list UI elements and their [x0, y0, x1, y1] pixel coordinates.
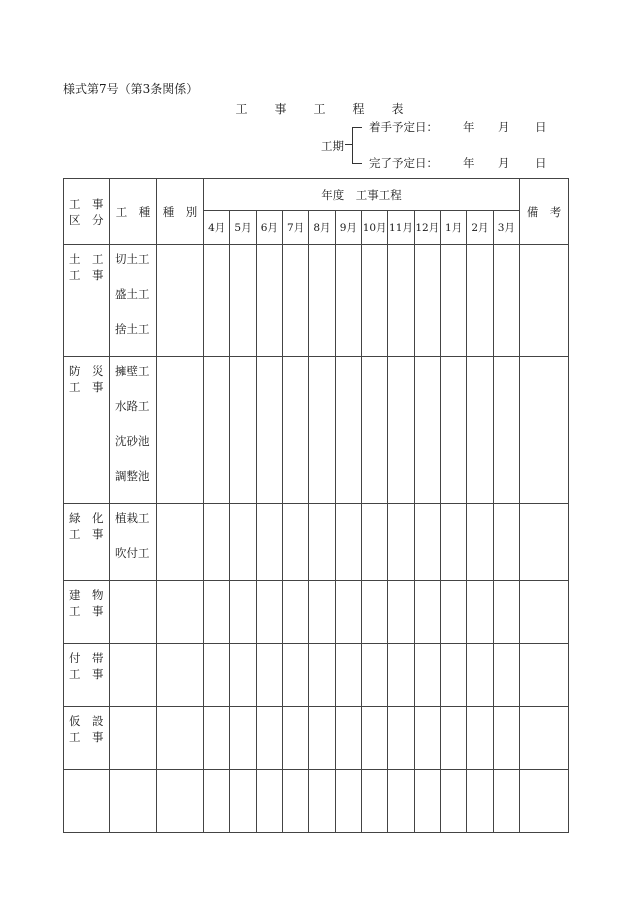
month-cell: [414, 581, 440, 644]
month-cell: [493, 504, 519, 581]
month-cell: [309, 504, 335, 581]
remarks-cell: [520, 644, 569, 707]
month-cell: [414, 504, 440, 581]
month-cell: [467, 357, 493, 504]
remarks-cell: [520, 504, 569, 581]
month-cell: [204, 357, 230, 504]
month-cell: [440, 644, 466, 707]
end-year-unit: 年: [463, 156, 475, 170]
month-cell: [493, 581, 519, 644]
month-cell: [467, 504, 493, 581]
table-row: [64, 357, 569, 504]
end-month-unit: 月: [498, 156, 510, 170]
header-schedule: 年度 工事工程: [204, 179, 520, 211]
work-types: [110, 707, 157, 770]
month-cell: [388, 504, 414, 581]
month-cell: [282, 707, 308, 770]
month-cell: [230, 770, 256, 833]
month-header: 2月: [467, 211, 493, 245]
month-cell: [440, 770, 466, 833]
month-header: 4月: [204, 211, 230, 245]
work-types: [110, 504, 157, 581]
work-types: [110, 357, 157, 504]
end-date-label: 完了予定日：: [369, 156, 438, 170]
kind-cell: [157, 357, 204, 504]
month-header: 8月: [309, 211, 335, 245]
work-type-item: 吹付工: [115, 546, 150, 560]
table-row: [64, 504, 569, 581]
start-day-unit: 日: [535, 120, 547, 134]
schedule-table: [63, 178, 569, 833]
kind-cell: [157, 770, 204, 833]
table-row: [64, 581, 569, 644]
month-cell: [440, 504, 466, 581]
month-cell: [309, 581, 335, 644]
month-cell: [361, 581, 387, 644]
month-cell: [414, 357, 440, 504]
work-type-item: 盛土工: [115, 287, 150, 301]
work-type-item: 切土工: [115, 252, 150, 266]
kind-cell: [157, 245, 204, 357]
start-year-unit: 年: [463, 120, 475, 134]
month-cell: [309, 245, 335, 357]
table-row: [64, 245, 569, 357]
remarks-cell: [520, 770, 569, 833]
month-header: 9月: [335, 211, 361, 245]
month-cell: [335, 581, 361, 644]
month-header: 11月: [388, 211, 414, 245]
work-category: [64, 770, 110, 833]
work-types: [110, 245, 157, 357]
month-cell: [361, 245, 387, 357]
month-header: 10月: [361, 211, 387, 245]
month-cell: [204, 504, 230, 581]
month-cell: [256, 770, 282, 833]
work-type-item: 植栽工: [115, 511, 150, 525]
work-category: 土 工 工 事: [64, 245, 110, 357]
month-cell: [467, 770, 493, 833]
start-month-unit: 月: [498, 120, 510, 134]
month-cell: [282, 245, 308, 357]
month-cell: [440, 707, 466, 770]
header-category: 工 事 区 分: [64, 179, 110, 245]
month-header: 12月: [414, 211, 440, 245]
kind-cell: [157, 504, 204, 581]
work-category: 防 災 工 事: [64, 357, 110, 504]
month-cell: [309, 357, 335, 504]
month-cell: [309, 770, 335, 833]
month-header: 7月: [282, 211, 308, 245]
remarks-cell: [520, 707, 569, 770]
month-cell: [414, 770, 440, 833]
month-cell: [361, 707, 387, 770]
month-cell: [493, 707, 519, 770]
work-category: 緑 化 工 事: [64, 504, 110, 581]
month-cell: [256, 357, 282, 504]
month-cell: [361, 357, 387, 504]
month-cell: [440, 357, 466, 504]
work-type-item: 調整池: [115, 469, 150, 483]
kind-cell: [157, 707, 204, 770]
header-work-type: 工 種: [110, 179, 157, 245]
remarks-cell: [520, 245, 569, 357]
end-day-unit: 日: [535, 156, 547, 170]
month-cell: [493, 644, 519, 707]
month-cell: [335, 770, 361, 833]
month-cell: [440, 245, 466, 357]
month-header: 5月: [230, 211, 256, 245]
month-cell: [388, 770, 414, 833]
month-cell: [230, 357, 256, 504]
month-cell: [388, 581, 414, 644]
month-cell: [467, 581, 493, 644]
month-header: 6月: [256, 211, 282, 245]
construction-period-label: 工期: [321, 139, 344, 153]
month-cell: [230, 504, 256, 581]
month-cell: [335, 504, 361, 581]
month-cell: [467, 707, 493, 770]
work-category: 建 物 工 事: [64, 581, 110, 644]
month-cell: [388, 707, 414, 770]
month-cell: [256, 644, 282, 707]
month-cell: [204, 245, 230, 357]
month-cell: [388, 644, 414, 707]
month-cell: [414, 644, 440, 707]
month-header: 3月: [493, 211, 519, 245]
month-cell: [204, 581, 230, 644]
month-cell: [230, 644, 256, 707]
month-cell: [335, 357, 361, 504]
month-cell: [204, 644, 230, 707]
month-cell: [230, 245, 256, 357]
work-category: 仮 設 工 事: [64, 707, 110, 770]
month-cell: [493, 357, 519, 504]
month-cell: [493, 770, 519, 833]
remarks-cell: [520, 357, 569, 504]
page-title: 工 事 工 程 表: [235, 102, 405, 116]
work-type-item: 水路工: [115, 399, 150, 413]
month-cell: [335, 644, 361, 707]
month-cell: [204, 770, 230, 833]
month-cell: [256, 581, 282, 644]
month-cell: [493, 245, 519, 357]
month-header: 1月: [440, 211, 466, 245]
month-cell: [282, 581, 308, 644]
month-cell: [414, 707, 440, 770]
work-type-item: 沈砂池: [115, 434, 150, 448]
kind-cell: [157, 644, 204, 707]
month-cell: [335, 707, 361, 770]
start-date-label: 着手予定日：: [369, 120, 438, 134]
month-cell: [467, 245, 493, 357]
work-type-item: 捨土工: [115, 322, 150, 336]
month-cell: [361, 770, 387, 833]
work-types: [110, 581, 157, 644]
month-cell: [388, 357, 414, 504]
table-row: [64, 770, 569, 833]
month-cell: [309, 644, 335, 707]
month-cell: [256, 504, 282, 581]
kind-cell: [157, 581, 204, 644]
month-cell: [282, 504, 308, 581]
header-remarks: 備 考: [520, 179, 569, 245]
month-cell: [256, 707, 282, 770]
month-cell: [282, 770, 308, 833]
month-cell: [282, 357, 308, 504]
header-kind: 種 別: [157, 179, 204, 245]
table-row: [64, 707, 569, 770]
table-row: [64, 644, 569, 707]
month-cell: [204, 707, 230, 770]
month-cell: [388, 245, 414, 357]
period-bracket: [352, 127, 362, 164]
month-cell: [230, 581, 256, 644]
form-number-label: 様式第7号（第3条関係）: [63, 82, 199, 96]
work-category: 付 帯 工 事: [64, 644, 110, 707]
remarks-cell: [520, 581, 569, 644]
month-cell: [256, 245, 282, 357]
work-type-item: 擁壁工: [115, 364, 150, 378]
month-cell: [361, 504, 387, 581]
month-cell: [335, 245, 361, 357]
work-types: [110, 644, 157, 707]
month-cell: [230, 707, 256, 770]
month-cell: [440, 581, 466, 644]
work-types: [110, 770, 157, 833]
month-cell: [414, 245, 440, 357]
month-cell: [467, 644, 493, 707]
month-cell: [282, 644, 308, 707]
month-cell: [361, 644, 387, 707]
month-cell: [309, 707, 335, 770]
